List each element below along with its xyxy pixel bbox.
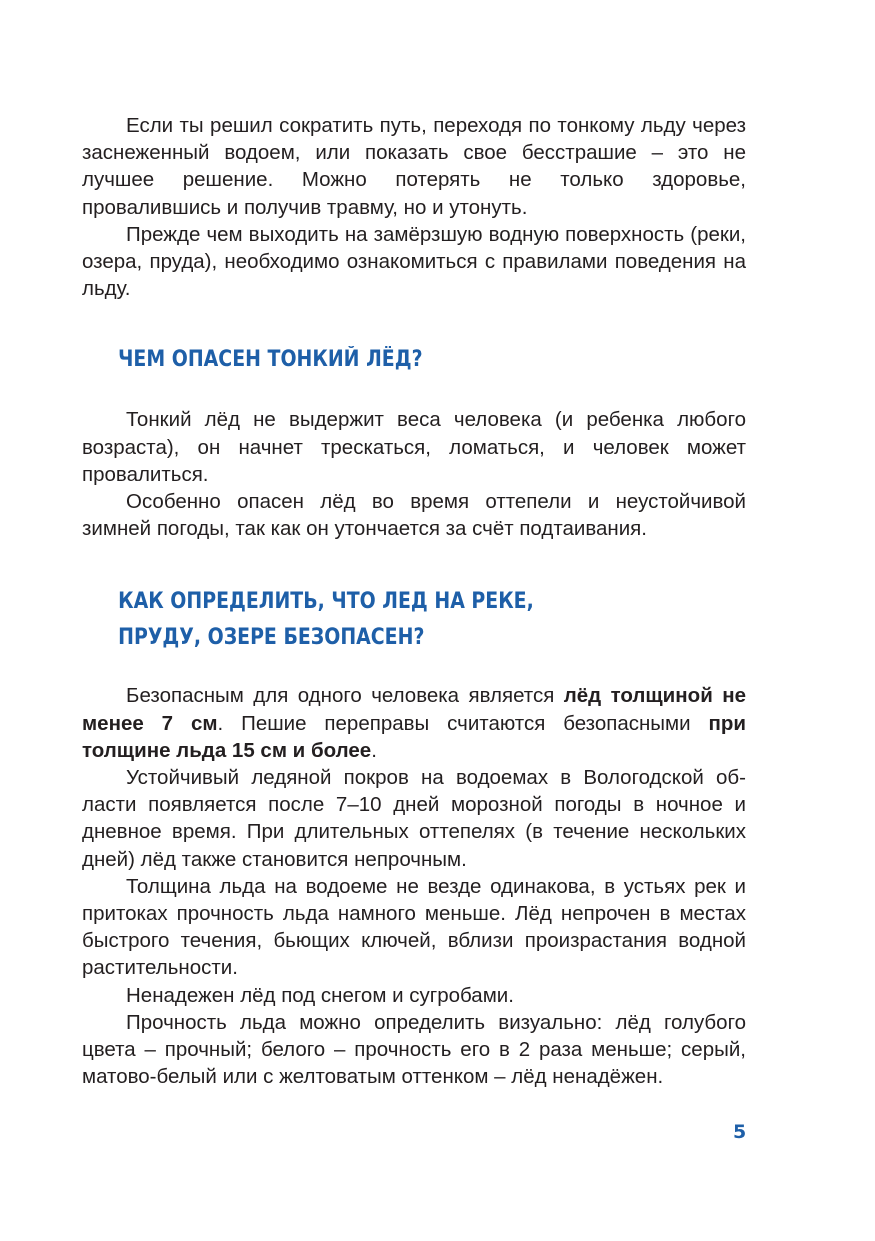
safe-ice-paragraph-3: Толщина льда на водоеме не везде одинакова, в устьях рек и притоках прочность льда намного меньше. Лёд непрочен в местах быстрого течения, бьющих ключей, вблизи произрастания водной растительности.	[82, 874, 746, 980]
intro-paragraph-2: Прежде чем выходить на замёрзшую водную поверхность (реки, озера, пруда), необходимо ознакомиться с правилами поведения на льду.	[82, 222, 746, 301]
thin-ice-paragraph-1: Тонкий лёд не выдержит веса человека (и ребенка любого возраста), он начнет трескаться, ломаться, и человек может провалиться.	[82, 408, 746, 486]
safe-ice-text-a: Безопасным для одного человека является	[126, 684, 564, 708]
section-heading-thin-ice-danger: ЧЕМ ОПАСЕН ТОНКИЙ ЛЁД?	[118, 347, 423, 373]
heading-line-1: КАК ОПРЕДЕЛИТЬ, ЧТО ЛЕД НА РЕКЕ,	[118, 589, 534, 615]
intro-paragraph-1: Если ты решил сократить путь, переходя по тонкому льду через заснеженный водоем, или показать свое бесстрашие – это не лучшее решение. Можно потерять не только здоровье, провалившись и получив травму, но и утонуть.	[82, 114, 746, 219]
safe-ice-thickness-crossing: при толщине льда 15 см и более	[82, 711, 746, 762]
safe-ice-text-e: .	[371, 738, 377, 762]
safe-ice-paragraph-5: Прочность льда можно определить визуально: лёд голубого цвета – прочный; белого – прочность его в 2 раза меньше; серый, матово-белый или с желтоватым оттенком – лёд ненадёжен.	[82, 1010, 746, 1089]
safe-ice-paragraph-1	[82, 682, 746, 764]
heading-line-2: ПРУДУ, ОЗЕРЕ БЕЗОПАСЕН?	[118, 625, 425, 651]
safe-ice-paragraph-2: Устойчивый ледяной покров на водоемах в Вологодской области появляется после 7–10 дней морозной погоды в ночное и дневное время. При длительных оттепелях (в течение нескольких дней) лёд также становится непрочным.	[82, 766, 746, 871]
safe-ice-thickness-single: лёд толщиной не менее 7 см	[82, 684, 746, 735]
page-content	[82, 112, 746, 1090]
section-heading-ice-safety-check	[82, 584, 653, 656]
thin-ice-paragraph-2: Особенно опасен лёд во время оттепели и неустойчивой зимней погоды, так как он утончается за счёт подтаивания.	[82, 490, 746, 541]
page-number: 5	[733, 1121, 747, 1143]
safe-ice-paragraph-4: Ненадежен лёд под снегом и сугробами.	[126, 983, 514, 1007]
safe-ice-text-c: . Пешие переправы считаются безопасными	[217, 711, 709, 735]
